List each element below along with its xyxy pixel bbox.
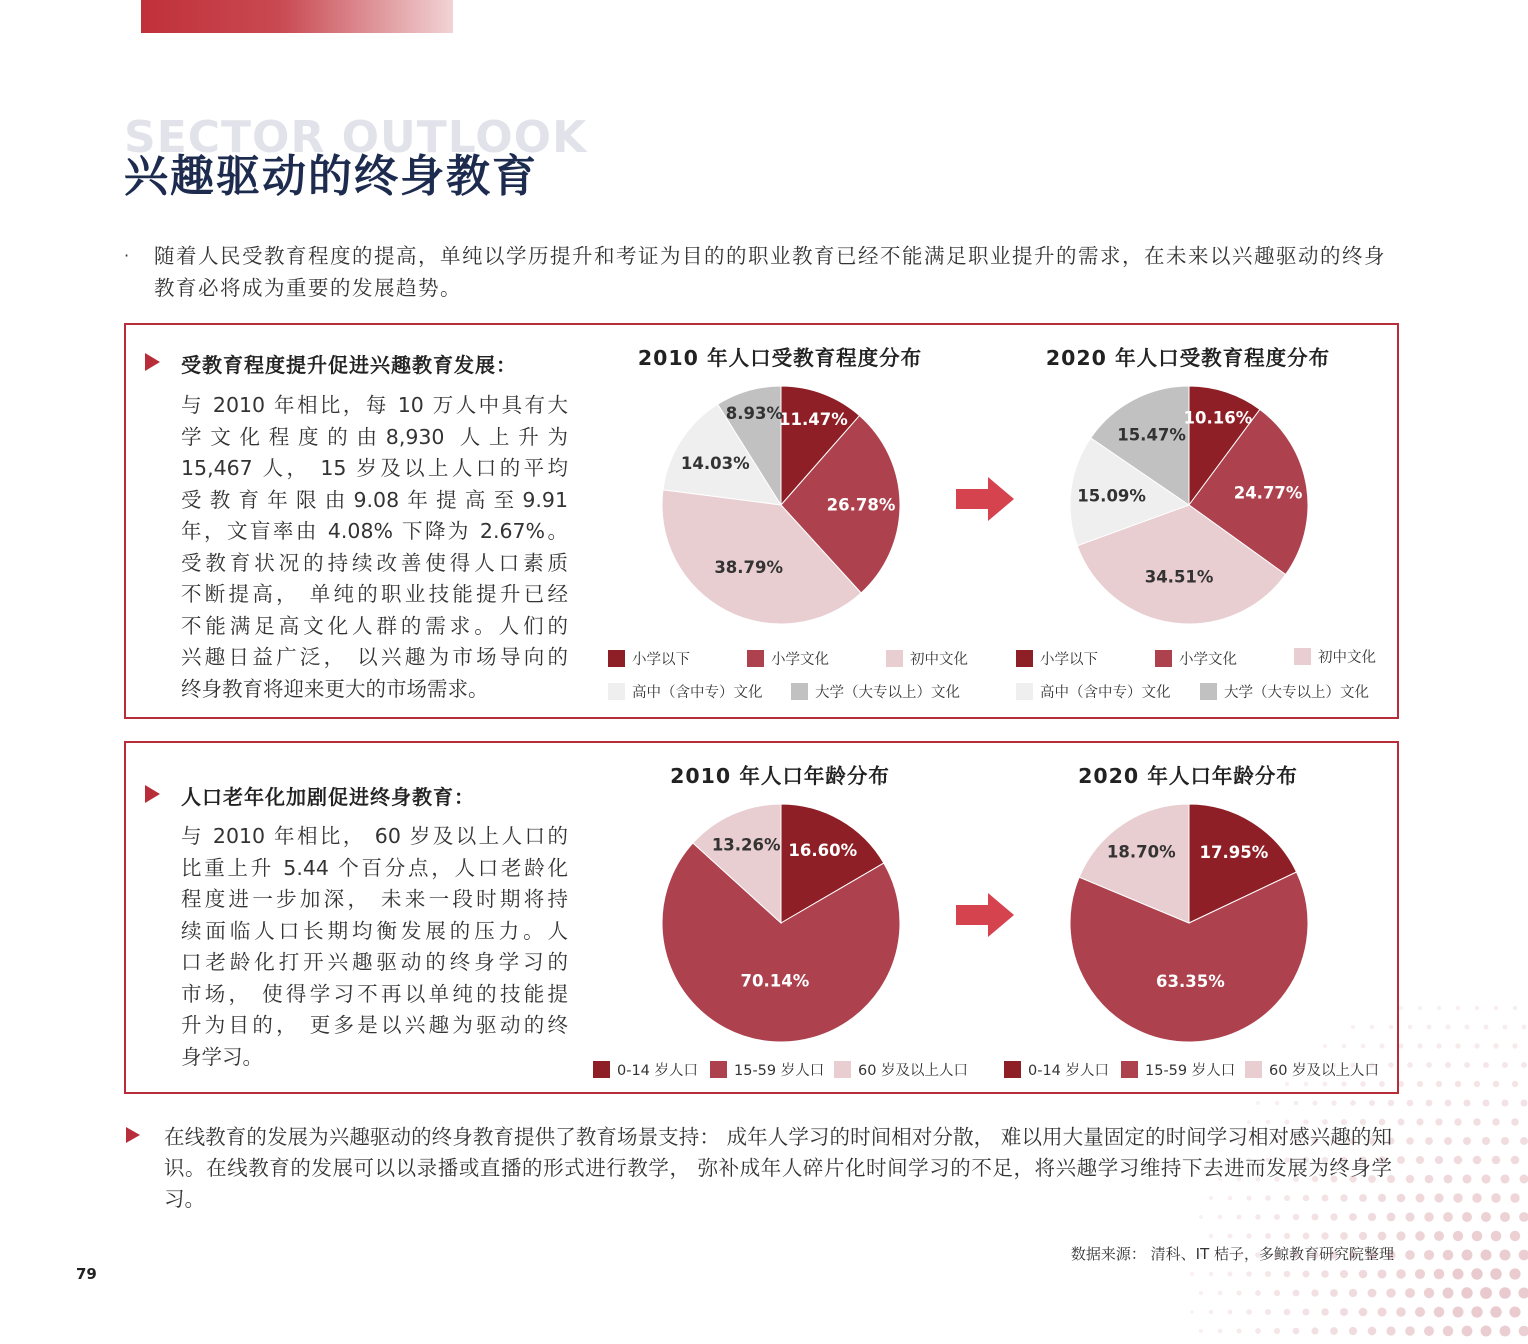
education-heading: 受教育程度提升促进兴趣教育发展： (181, 353, 517, 377)
legend-item: 小学以下 (608, 648, 690, 669)
pie-chart-edu-2010 (650, 374, 912, 636)
legend-item: 初中文化 (886, 648, 968, 669)
pie-chart-age-2020 (1058, 792, 1320, 1054)
paragraph-line: 程度进一步加深， 未来一段时期将持 (181, 887, 568, 911)
legend-item: 0-14 岁人口 (1004, 1059, 1109, 1080)
page-number: 79 (76, 1265, 97, 1283)
pie-data-label: 8.93% (725, 403, 784, 423)
paragraph-line: 终身教育将迎来更大的市场需求。 (181, 676, 489, 701)
intro-bullet: · (124, 246, 130, 265)
chart-title-edu-2010: 2010 年人口受教育程度分布 (637, 346, 923, 370)
pie-data-label: 17.95% (1199, 843, 1269, 862)
arrow-right-icon (954, 891, 1016, 939)
paragraph-line: 口老龄化打开兴趣驱动的终身学习的 (181, 950, 568, 974)
pie-data-label: 13.26% (711, 835, 781, 855)
pie-data-label: 15.09% (1077, 486, 1146, 506)
legend-item: 小学文化 (747, 648, 829, 669)
pie-data-label: 38.79% (714, 558, 784, 578)
legend-item: 初中文化 (1294, 646, 1376, 667)
legend-item: 高中（含中专）文化 (608, 681, 763, 702)
legend-item: 大学（大专以上）文化 (1200, 681, 1369, 702)
paragraph-line: 兴趣日益广泛， 以兴趣为市场导向的 (181, 645, 568, 669)
pie-chart-edu-2020 (1058, 374, 1320, 636)
pie-data-label: 34.51% (1144, 567, 1214, 587)
education-paragraph (181, 390, 568, 705)
legend-item: 15-59 岁人口 (1121, 1059, 1235, 1080)
pie-data-label: 70.14% (740, 971, 810, 991)
legend-item: 15-59 岁人口 (710, 1059, 824, 1080)
pie-data-label: 11.47% (779, 409, 848, 429)
intro-text: 随着人民受教育程度的提高，单纯以学历提升和考证为目的的职业教育已经不能满足职业提升的需求，在未来以兴趣驱动的终身教育必将成为重要的发展趋势。 (154, 244, 1386, 300)
pie-data-label: 16.60% (788, 841, 858, 861)
aging-heading: 人口老年化加剧促进终身教育： (181, 785, 475, 809)
top-accent-bar (141, 0, 453, 33)
arrow-right-icon (954, 475, 1016, 523)
paragraph-line: 市场， 使得学习不再以单纯的技能提 (181, 981, 568, 1006)
pie-data-label: 63.35% (1156, 972, 1225, 991)
paragraph-line: 身学习。 (181, 1044, 263, 1069)
online-education-paragraph: 在线教育的发展为兴趣驱动的终身教育提供了教育场景支持： 成年人学习的时间相对分散， 难以用大量固定的时间学习相对感兴趣的知识。在线教育的发展可以以录播或直播的形式进行教学， 弥补成年人碎片化时间学习的不足，将兴趣学习维持下去进而发展为终身学习。 (164, 1125, 1392, 1211)
legend-item: 60 岁及以上人口 (1245, 1059, 1379, 1080)
paragraph-line: 升为目的， 更多是以兴趣为驱动的终 (181, 1013, 568, 1037)
chart-title-age-2010: 2010 年人口年龄分布 (670, 764, 890, 788)
legend-item: 0-14 岁人口 (593, 1059, 698, 1080)
pie-data-label: 18.70% (1106, 842, 1176, 862)
legend-item: 60 岁及以上人口 (834, 1059, 968, 1080)
paragraph-line: 比重上升 5.44 个百分点，人口老龄化 (181, 855, 568, 880)
paragraph-line: 与 2010 年相比， 60 岁及以上人口的 (181, 824, 568, 848)
pie-data-label: 10.16% (1183, 408, 1253, 428)
triangle-bullet-icon (145, 353, 160, 371)
legend-item: 小学以下 (1016, 648, 1098, 669)
page-title: 兴趣驱动的终身教育 (124, 151, 538, 202)
legend-item: 小学文化 (1155, 648, 1237, 669)
paragraph-line: 学文化程度的由8,930 人上升为 (181, 424, 568, 449)
section-watermark: SECTOR OUTLOOK (124, 112, 588, 163)
paragraph-line: 与 2010 年相比，每 10 万人中具有大 (181, 393, 568, 417)
triangle-bullet-icon (145, 785, 160, 803)
paragraph-line: 不能满足高文化人群的需求。人们的 (181, 613, 568, 638)
aging-paragraph (181, 821, 568, 1073)
paragraph-line: 年，文盲率由 4.08% 下降为 2.67%。 (181, 519, 568, 543)
pie-chart-age-2010 (650, 792, 912, 1054)
pie-data-label: 15.47% (1117, 425, 1186, 445)
triangle-bullet-icon (126, 1127, 140, 1143)
paragraph-line: 15,467 人， 15 岁及以上人口的平均 (181, 456, 568, 480)
pie-data-label: 14.03% (680, 454, 750, 473)
legend-item: 大学（大专以上）文化 (791, 681, 960, 702)
paragraph-line: 受教育状况的持续改善使得人口素质 (181, 550, 568, 575)
chart-title-edu-2020: 2020 年人口受教育程度分布 (1045, 346, 1331, 370)
pie-data-label: 26.78% (826, 495, 896, 515)
paragraph-line: 续面临人口长期均衡发展的压力。人 (181, 918, 568, 943)
paragraph-line: 不断提高， 单纯的职业技能提升已经 (181, 582, 568, 606)
data-source: 数据来源： 清科、IT 桔子，多鲸教育研究院整理 (1070, 1245, 1394, 1263)
paragraph-line: 受教育年限由9.08年提高至9.91 (181, 487, 568, 512)
legend-item: 高中（含中专）文化 (1016, 681, 1171, 702)
chart-title-age-2020: 2020 年人口年龄分布 (1078, 764, 1298, 788)
pie-data-label: 24.77% (1233, 483, 1303, 503)
